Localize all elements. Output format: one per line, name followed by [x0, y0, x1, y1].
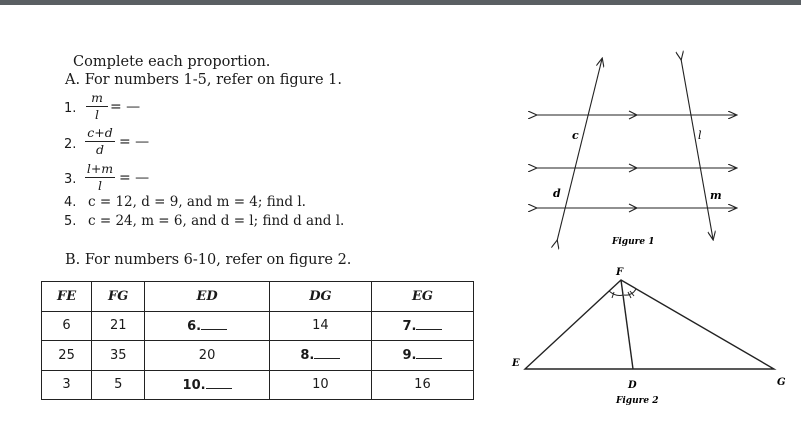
figure-1-caption: Figure 1 [612, 237, 655, 247]
table-cell: 10 [269, 370, 371, 400]
table-cell: 35 [92, 341, 145, 371]
table-cell: 25 [42, 341, 92, 371]
item-1-denominator: l [95, 107, 99, 122]
table-cell: 5 [92, 370, 145, 400]
answer-blank-cell[interactable] [145, 311, 270, 341]
label-E: E [512, 358, 520, 369]
item-3-number: 3. [64, 172, 77, 187]
item-5-text: c = 24, m = 6, and d = l; find d and l. [88, 213, 345, 229]
proportion-table [41, 281, 474, 400]
item-2-numerator: c+d [87, 125, 113, 140]
column-header: ED [145, 282, 270, 312]
table-row [42, 311, 474, 341]
item-3-fraction [85, 162, 115, 193]
table-cell: 21 [92, 311, 145, 341]
part-b-heading: B. For numbers 6-10, refer on figure 2. [65, 252, 352, 268]
table-cell: 3 [42, 370, 92, 400]
part-a-heading: A. For numbers 1-5, refer on figure 1. [65, 72, 342, 88]
label-m: m [710, 189, 722, 202]
column-header: EG [371, 282, 473, 312]
blank-number: 7. [402, 318, 417, 334]
item-2-denominator: d [95, 142, 104, 157]
table-cell: 6 [42, 311, 92, 341]
table-cell: 20 [145, 341, 270, 371]
top-bar [0, 0, 801, 5]
item-3-rest: = — [119, 170, 150, 186]
column-header: FG [92, 282, 145, 312]
item-1-rest: = — [110, 99, 141, 115]
item-1-number: 1. [64, 101, 77, 116]
answer-blank-cell[interactable] [269, 341, 371, 371]
figure-1 [536, 59, 736, 247]
answer-blank-cell[interactable] [371, 341, 473, 371]
table-row [42, 341, 474, 371]
figures-svg [500, 50, 800, 420]
column-header: DG [269, 282, 371, 312]
table-header-row [42, 282, 474, 312]
label-D: D [628, 380, 637, 391]
item-2-fraction [85, 126, 115, 157]
item-2-rest: = — [119, 134, 150, 150]
blank-number: 8. [300, 348, 315, 364]
transversal-left [557, 59, 602, 241]
item-4-text: c = 12, d = 9, and m = 4; find l. [88, 194, 306, 210]
figure-2-caption: Figure 2 [616, 396, 659, 406]
table-cell: 14 [269, 311, 371, 341]
blank-number: 9. [402, 348, 417, 364]
answer-blank-cell[interactable] [371, 311, 473, 341]
item-1-fraction [86, 91, 108, 122]
triangle-efg [525, 280, 774, 369]
instructions: Complete each proportion. [73, 54, 271, 70]
item-3-numerator: l+m [86, 161, 114, 176]
item-5-number: 5. [64, 214, 77, 229]
item-1-numerator: m [91, 90, 103, 105]
angle-arc-right [624, 289, 636, 295]
table-cell: 16 [371, 370, 473, 400]
label-G: G [777, 377, 786, 388]
label-d: d [553, 187, 561, 200]
label-l: l [698, 129, 702, 142]
label-F: F [616, 267, 624, 278]
item-3-denominator: l [98, 178, 102, 193]
blank-number: 6. [187, 318, 202, 334]
angle-arc-left [609, 291, 623, 296]
answer-blank-cell[interactable] [145, 370, 270, 400]
item-2-number: 2. [64, 137, 77, 152]
table-row [42, 370, 474, 400]
item-4-number: 4. [64, 195, 77, 210]
transversal-right [681, 59, 713, 239]
column-header: FE [42, 282, 92, 312]
blank-number: 10. [182, 377, 206, 393]
figure-2 [511, 267, 786, 406]
label-c: c [572, 129, 579, 142]
